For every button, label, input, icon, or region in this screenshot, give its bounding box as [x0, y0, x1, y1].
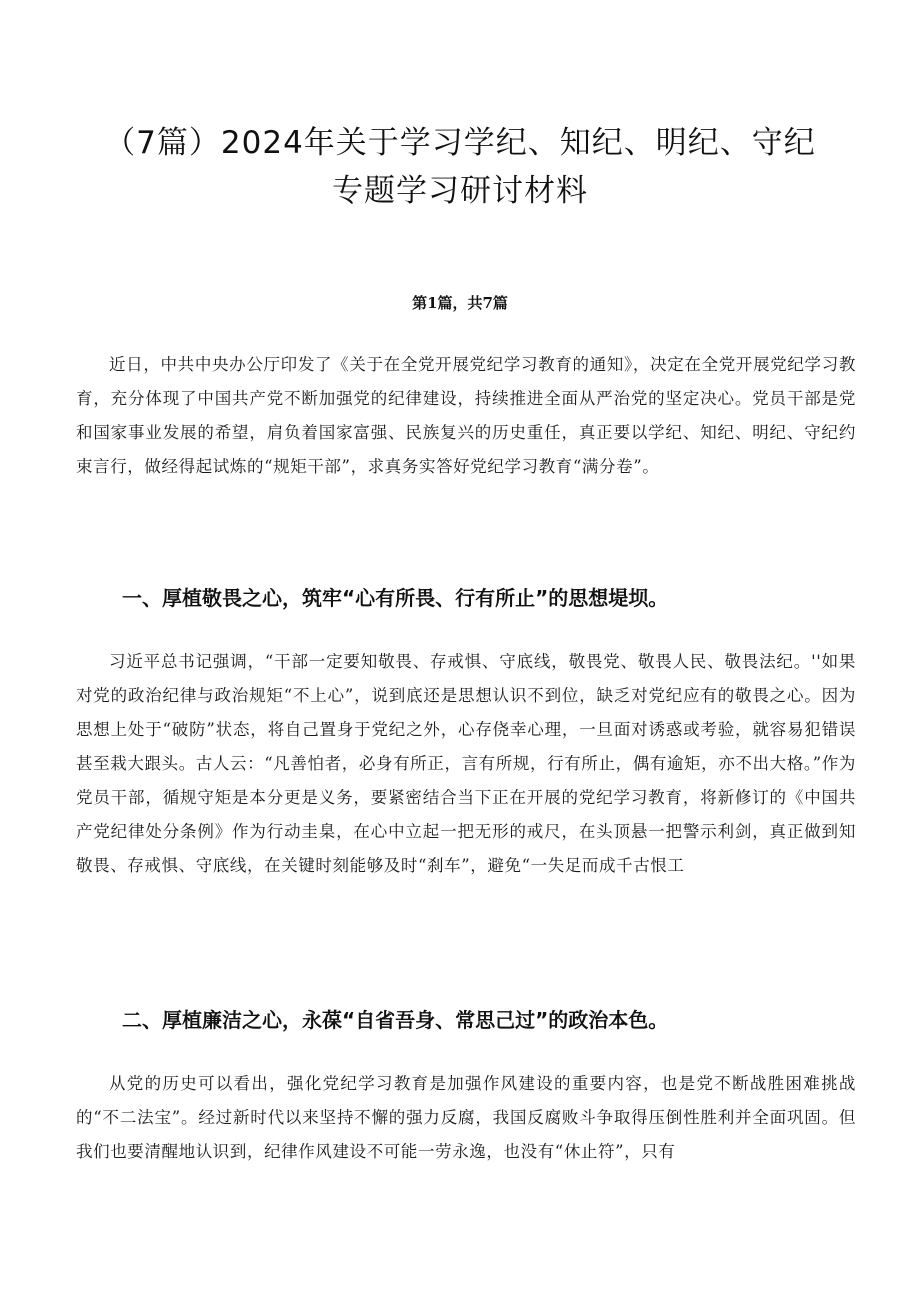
document-title-line2: 专题学习研讨材料 — [332, 173, 588, 209]
paragraph-section-2: 从党的历史可以看出，强化党纪学习教育是加强作风建设的重要内容，也是党不断战胜困难挑战的“不二法宝”。经过新时代以来坚持不懈的强力反腐，我国反腐败斗争取得压倒性胜利并全面巩固。但我们也要清醒地认识到，纪律作风建设不可能一劳永逸，也没有“休止符”，只有 — [76, 1074, 856, 1161]
article-counter: 第1篇，共7篇 — [412, 294, 508, 312]
section-heading-2: 二、厚植廉洁之心，永葆“自省吾身、常思己过”的政治本色。 — [122, 1008, 669, 1032]
paragraph-section-1: 习近平总书记强调，“干部一定要知敬畏、存戒惧、守底线，敬畏党、敬畏人民、敬畏法纪。''如果对党的政治纪律与政治规矩“不上心”，说到底还是思想认识不到位，缺乏对党纪应有的敬畏之心。因为思想上处于“破防”状态，将自己置身于党纪之外，心存侥幸心理，一旦面对诱惑或考验，就容易犯错误甚至栽大跟头。古人云：“凡善怕者，必身有所正，言有所规，行有所止，偶有逾矩，亦不出大格。”作为党员干部，循规守矩是本分更是义务，要紧密结合当下正在开展的党纪学习教育，将新修订的《中国共产党纪律处分条例》作为行动圭臬，在心中立起一把无形的戒尺，在头顶悬一把警示利剑，真正做到知敬畏、存戒惧、守底线，在关键时刻能够及时“刹车”，避免“一失足而成千古恨工 — [76, 652, 856, 875]
document-title-line1: （7篇）2024年关于学习学纪、知纪、明纪、守纪 — [104, 125, 816, 161]
section-heading-1: 一、厚植敬畏之心，筑牢“心有所畏、行有所止”的思想堤坝。 — [122, 586, 669, 610]
paragraph-intro: 近日，中共中央办公厅印发了《关于在全党开展党纪学习教育的通知》，决定在全党开展党纪学习教育，充分体现了中国共产党不断加强党的纪律建设，持续推进全面从严治党的坚定决心。党员干部是党和国家事业发展的希望，肩负着国家富强、民族复兴的历史重任，真正要以学纪、知纪、明纪、守纪约束言行，做经得起试炼的“规矩干部”，求真务实答好党纪学习教育“满分卷”。 — [76, 355, 856, 476]
